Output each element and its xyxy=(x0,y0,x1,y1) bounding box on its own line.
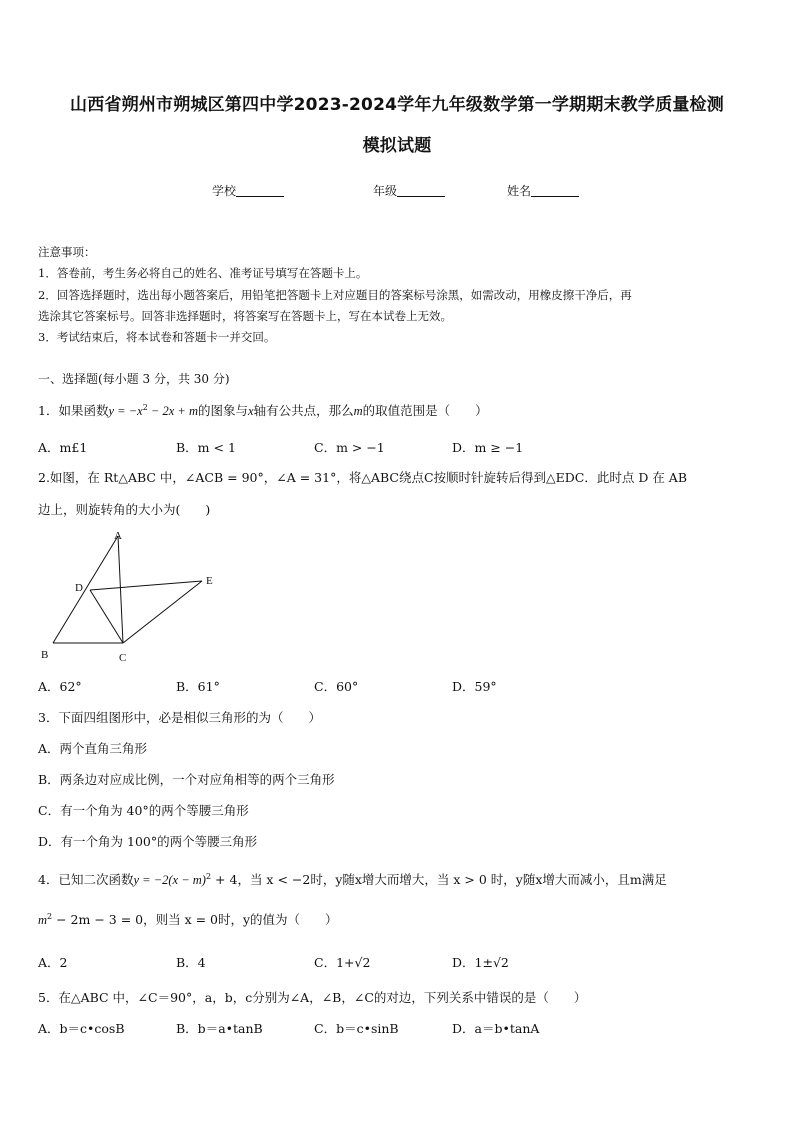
q4-function-sup: 2 xyxy=(205,871,212,881)
q2-option-d: D．59° xyxy=(452,679,497,694)
question-4-line2 xyxy=(38,910,338,928)
name-label: 姓名 xyxy=(507,184,532,198)
q1-mid: 的图象与 xyxy=(197,403,248,418)
question-2-line1: 2.如图，在 Rt△ABC 中，∠ACB = 90°，∠A = 31°，将△ABC绕点C按顺时针旋转后得到△EDC．此时点 D 在 AB xyxy=(38,470,688,485)
q1-pre: 1．如果函数 xyxy=(38,403,109,418)
segment-dc xyxy=(90,590,123,643)
notes-heading: 注意事项： xyxy=(38,245,96,259)
question-5: 5．在△ABC 中，∠C＝90°，a，b，c分别为∠A，∠B，∠C的对边，下列关系中错误的是（ ） xyxy=(38,990,587,1005)
q3-option-d: D．有一个角为 100°的两个等腰三角形 xyxy=(38,834,258,849)
q2-option-c: C．60° xyxy=(314,679,359,694)
q1-option-d: D．m ≥ −1 xyxy=(452,440,524,455)
q1-func-b: = −x xyxy=(114,404,143,418)
q1-option-c: C．m > −1 xyxy=(314,440,385,455)
q5-option-d: D．a＝b•tanA xyxy=(452,1021,540,1036)
q4-line1-c: + 4，当 x < −2时，y随x增大而增大，当 x > 0 时，y随x增大而减小，且m满足 xyxy=(211,872,667,887)
note-2b: 选涂其它答案标号。回答非选择题时，将答案写在答题卡上，写在本试卷上无效。 xyxy=(38,309,452,323)
label-a: A xyxy=(114,530,122,542)
q4-line1-a: 4．已知二次函数 xyxy=(38,872,134,887)
question-4-line1 xyxy=(38,870,667,888)
note-1: 1．答卷前，考生务必将自己的姓名、准考证号填写在答题卡上。 xyxy=(38,266,368,280)
q3-option-a: A．两个直角三角形 xyxy=(38,741,148,756)
question-2-line2: 边上，则旋转角的大小为( ) xyxy=(38,502,211,517)
label-b: B xyxy=(41,649,49,661)
q5-option-b: B．b＝a•tanB xyxy=(176,1021,263,1036)
label-e: E xyxy=(206,575,213,587)
grade-blank xyxy=(397,184,445,197)
q1-m: m xyxy=(353,404,363,418)
q4-equation-m: m xyxy=(38,913,48,927)
question-1 xyxy=(38,401,488,419)
name-field xyxy=(507,182,579,199)
q1-axis: x xyxy=(248,404,254,418)
q1-option-a: A．m£1 xyxy=(38,440,88,455)
q5-option-c: C．b＝c•sinB xyxy=(314,1021,399,1036)
q3-option-c: C．有一个角为 40°的两个等腰三角形 xyxy=(38,803,249,818)
q3-option-b: B．两条边对应成比例，一个对应角相等的两个三角形 xyxy=(38,772,335,787)
segment-ac xyxy=(118,536,123,643)
q4-option-d: D．1±√2 xyxy=(452,955,509,970)
question-3: 3．下面四组图形中，必是相似三角形的为（ ） xyxy=(38,710,321,725)
school-blank xyxy=(236,184,284,197)
q4-option-c: C．1+√2 xyxy=(314,955,371,970)
q4-line2-b: − 2m − 3 = 0，则当 x = 0时，y的值为（ ） xyxy=(52,912,338,927)
segment-ec xyxy=(123,581,202,643)
q1-option-b: B．m < 1 xyxy=(176,440,236,455)
note-3: 3．考试结束后，将本试卷和答题卡一并交回。 xyxy=(38,330,276,344)
grade-field xyxy=(373,182,445,199)
q5-option-a: A．b＝c•cosB xyxy=(38,1021,125,1036)
q4-option-b: B．4 xyxy=(176,955,206,970)
triangle-figure xyxy=(36,526,226,666)
label-c: C xyxy=(119,652,127,664)
section-heading: 一、选择题(每小题 3 分，共 30 分) xyxy=(38,372,230,386)
segment-de xyxy=(90,581,202,590)
exam-title-line2: 模拟试题 xyxy=(362,136,432,156)
q4-function: y = −2(x − m) xyxy=(133,873,206,887)
q1-func-y: y xyxy=(108,404,115,418)
q4-equation-sup: 2 xyxy=(47,911,53,921)
school-field xyxy=(212,182,284,199)
label-d: D xyxy=(75,582,83,594)
q1-mid2: 轴有公共点，那么 xyxy=(253,403,354,418)
note-2a: 2．回答选择题时，选出每小题答案后，用铅笔把答题卡上对应题目的答案标号涂黑，如需改动，用橡皮擦干净后，再 xyxy=(38,288,632,302)
q2-option-b: B．61° xyxy=(176,679,220,694)
segment-ab xyxy=(53,536,118,643)
q1-post: 的取值范围是（ ） xyxy=(362,403,488,418)
q2-option-a: A．62° xyxy=(38,679,82,694)
grade-label: 年级 xyxy=(373,184,398,198)
name-blank xyxy=(531,184,579,197)
q4-option-a: A．2 xyxy=(38,955,68,970)
school-label: 学校 xyxy=(212,184,237,198)
exam-title-line1: 山西省朔州市朔城区第四中学2023-2024学年九年级数学第一学期期末教学质量检测 xyxy=(70,95,724,115)
q1-func-sup: 2 xyxy=(142,402,148,412)
q1-func-c: − 2x + m xyxy=(147,404,198,418)
